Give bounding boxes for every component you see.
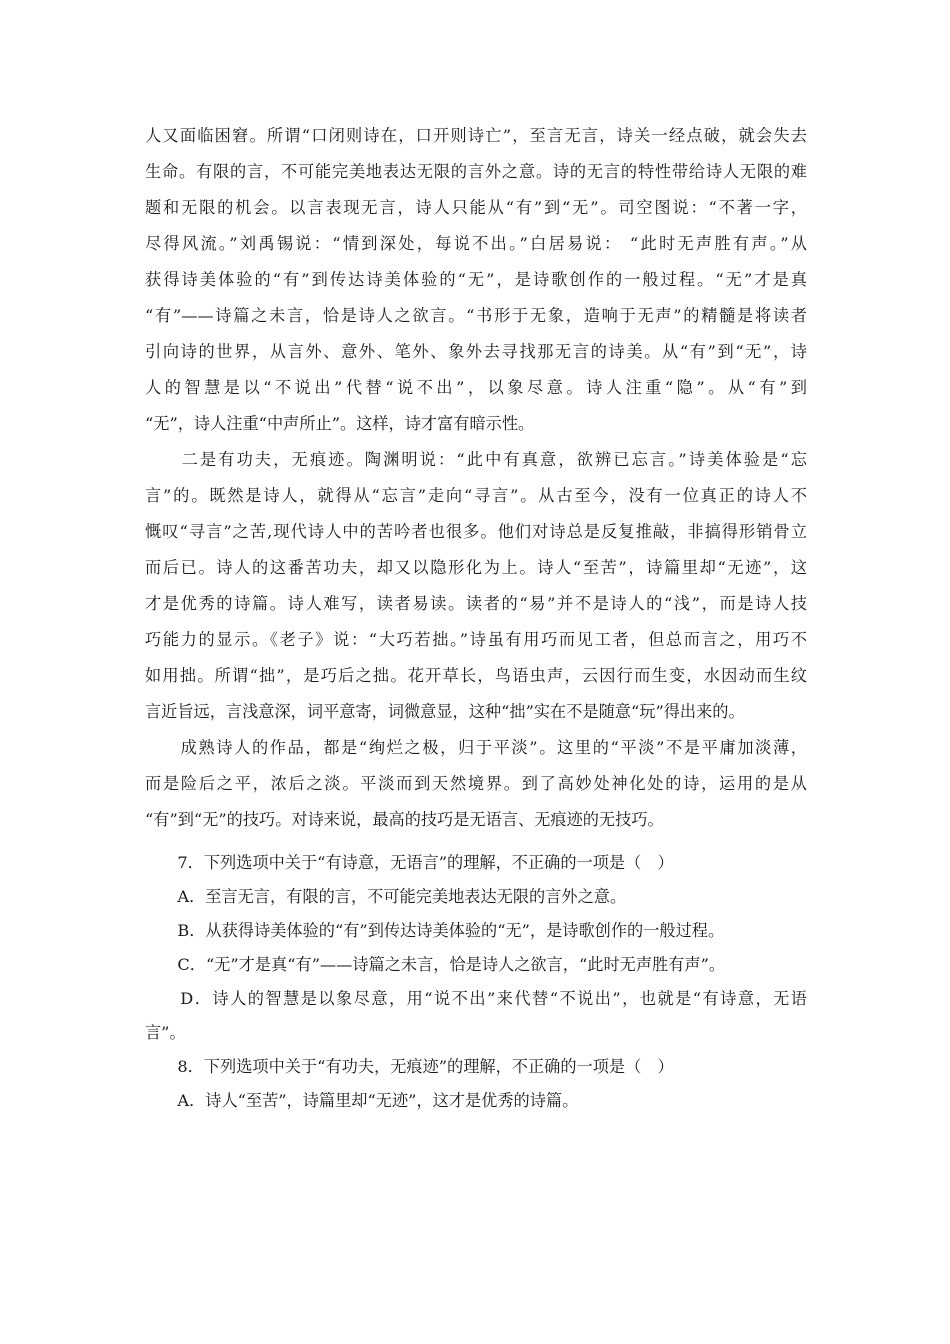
question-7-option-b: B．从获得诗美体验的“有”到传达诗美体验的“无”，是诗歌创作的一般过程。 bbox=[145, 921, 725, 940]
question-7-option-d-cont: 言”。 bbox=[145, 1023, 186, 1042]
text-line: 引向诗的世界，从言外、意外、笔外、象外去寻找那无言的诗美。从“有”到“无”，诗 bbox=[145, 342, 807, 361]
text-line: “无”，诗人注重“中声所止”。这样，诗才富有暗示性。 bbox=[145, 414, 535, 433]
text-line: 人的智慧是以“不说出”代替“说不出”，以象尽意。诗人注重“隐”。从“有”到 bbox=[145, 378, 807, 397]
text-line: 尽得风流。”刘禹锡说：“情到深处，每说不出。”白居易说： “此时无声胜有声。”从 bbox=[145, 234, 807, 253]
text-line: 而后已。诗人的这番苦功夫，却又以隐形化为上。诗人“至苦”，诗篇里却“无迹”，这 bbox=[145, 558, 807, 577]
paragraph-2 bbox=[145, 442, 807, 730]
paragraph-3 bbox=[145, 730, 807, 838]
text-line: 获得诗美体验的“有”到传达诗美体验的“无”，是诗歌创作的一般过程。“无”才是真 bbox=[145, 270, 807, 289]
text-line: 慨叹“寻言”之苦,现代诗人中的苦吟者也很多。他们对诗总是反复推敲，非搞得形销骨立 bbox=[145, 522, 807, 541]
text-line: 才是优秀的诗篇。诗人难写，读者易读。读者的“易”并不是诗人的“浅”，而是诗人技 bbox=[145, 594, 807, 613]
question-7-option-c: C．“无”才是真“有”——诗篇之未言，恰是诗人之欲言，“此时无声胜有声”。 bbox=[145, 955, 726, 974]
text-line: 巧能力的显示。《老子》说：“大巧若拙。”诗虽有用巧而见工者，但总而言之，用巧不 bbox=[145, 630, 807, 649]
text-line: 言近旨远，言浅意深，词平意寄，词微意显，这种“拙”实在不是随意“玩”得出来的。 bbox=[145, 702, 745, 721]
text-line: 如用拙。所谓“拙”，是巧后之拙。花开草长，鸟语虫声，云因行而生变，水因动而生纹 bbox=[145, 666, 807, 685]
text-line: 人又面临困窘。所谓“口闭则诗在，口开则诗亡”，至言无言，诗关一经点破，就会失去 bbox=[145, 126, 807, 145]
text-line: 言”的。既然是诗人，就得从“忘言”走向“寻言”。从古至今，没有一位真正的诗人不 bbox=[145, 486, 807, 505]
question-section bbox=[145, 846, 807, 1118]
question-8-option-a: A．诗人“至苦”，诗篇里却“无迹”，这才是优秀的诗篇。 bbox=[145, 1091, 579, 1110]
text-line: 而是险后之平，浓后之淡。平淡而到天然境界。到了高妙处神化处的诗，运用的是从 bbox=[145, 774, 807, 793]
text-line: 成熟诗人的作品，都是“绚烂之极，归于平淡”。这里的“平淡”不是平庸加淡薄， bbox=[145, 738, 807, 757]
question-7-stem: 7．下列选项中关于“有诗意，无语言”的理解，不正确的一项是（ ） bbox=[145, 853, 674, 872]
text-line: “有”到“无”的技巧。对诗来说，最高的技巧是无语言、无痕迹的无技巧。 bbox=[145, 810, 664, 829]
paragraph-1 bbox=[145, 118, 807, 442]
text-line: “有”——诗篇之未言，恰是诗人之欲言。“书形于无象，造响于无声”的精髓是将读者 bbox=[145, 306, 807, 325]
question-7-option-a: A．至言无言，有限的言，不可能完美地表达无限的言外之意。 bbox=[145, 887, 627, 906]
text-line: 二是有功夫，无痕迹。陶渊明说：“此中有真意，欲辨已忘言。”诗美体验是“忘 bbox=[145, 450, 807, 469]
question-8-stem: 8．下列选项中关于“有功夫，无痕迹”的理解，不正确的一项是（ ） bbox=[145, 1057, 674, 1076]
question-7-option-d: D．诗人的智慧是以象尽意，用“说不出”来代替“不说出”，也就是“有诗意，无语 bbox=[145, 989, 807, 1008]
text-line: 生命。有限的言，不可能完美地表达无限的言外之意。诗的无言的特性带给诗人无限的难 bbox=[145, 162, 807, 181]
text-line: 题和无限的机会。以言表现无言，诗人只能从“有”到“无”。司空图说：“不著一字， bbox=[145, 198, 807, 217]
document-page bbox=[145, 118, 807, 1118]
